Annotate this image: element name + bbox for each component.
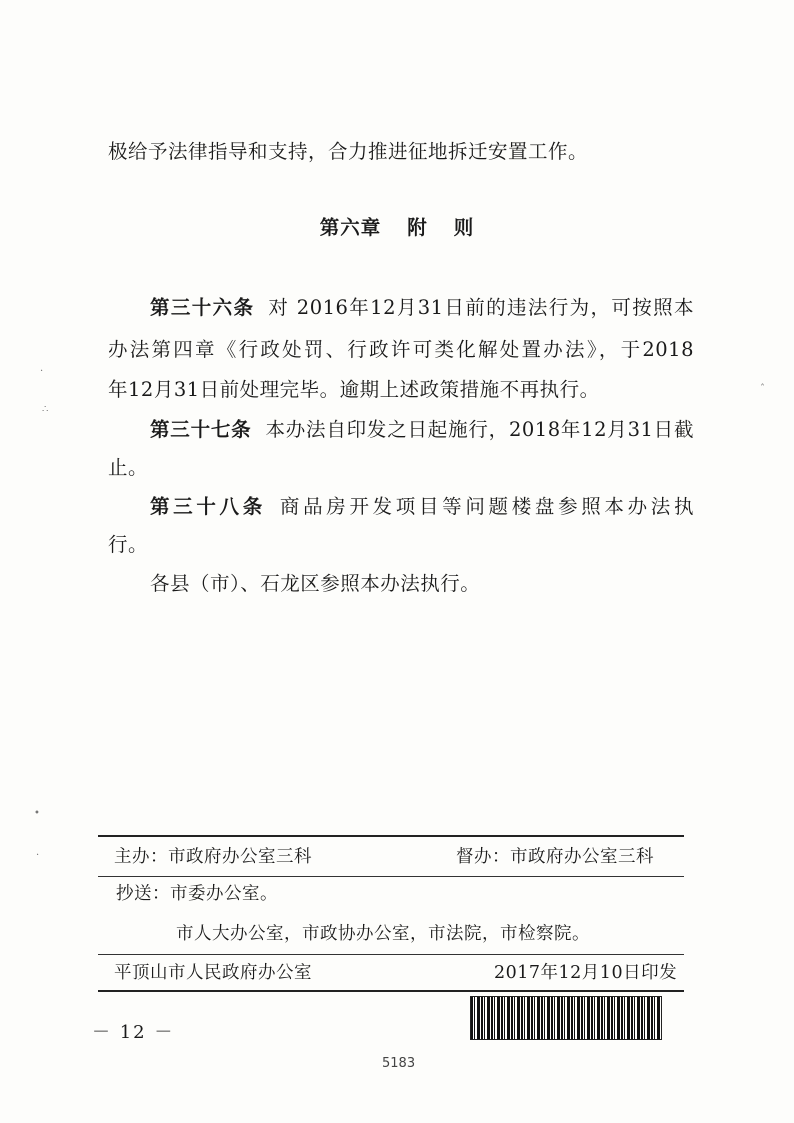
footer-rule-top xyxy=(98,835,684,837)
chapter-title-part1: 附 xyxy=(407,216,428,239)
article-36-label: 第三十六条 xyxy=(150,296,255,319)
article-36-text-2: 办法第四章《行政处罚、行政许可类化解处置办法》，于2018 xyxy=(108,338,694,361)
issue-date: 2017年12月10日印发 xyxy=(494,963,678,983)
article-38-label: 第三十八条 xyxy=(150,495,266,518)
counties-text: 各县（市）、石龙区参照本办法执行。 xyxy=(150,572,481,595)
cc-list: 市人大办公室，市政协办公室，市法院，市检察院。 xyxy=(176,924,590,944)
chapter-heading xyxy=(0,212,794,240)
scan-speck-icon: · xyxy=(40,366,44,377)
host-office: 主办：市政府办公室三科 xyxy=(114,847,312,867)
scan-speck-icon: ˆ xyxy=(760,384,765,395)
chapter-number: 第六章 xyxy=(319,216,382,239)
article-37-line-2 xyxy=(108,454,694,482)
issuing-office: 平顶山市人民政府办公室 xyxy=(114,963,312,983)
serial-number: 5183 xyxy=(382,1056,416,1071)
page-number: － 12 － xyxy=(92,1022,175,1043)
article-36-line-2 xyxy=(108,336,694,364)
supervisor-office: 督办：市政府办公室三科 xyxy=(456,847,654,867)
footer-rule-2 xyxy=(98,954,684,955)
article-36-text-3: 年12月31日前处理完毕。逾期上述政策措施不再执行。 xyxy=(108,378,600,401)
article-38-line-2 xyxy=(108,531,694,559)
barcode-icon xyxy=(470,996,662,1040)
scan-speck-icon: ∴ xyxy=(42,404,49,415)
scan-speck-icon: • xyxy=(34,808,40,819)
article-37-label: 第三十七条 xyxy=(150,418,252,441)
counties-paragraph xyxy=(150,570,694,598)
article-36-line-3 xyxy=(108,376,694,404)
article-36-line-1 xyxy=(150,294,694,322)
scan-speck-icon: · xyxy=(36,850,40,861)
chapter-title-part2: 则 xyxy=(453,216,475,239)
article-38-line-1 xyxy=(150,493,694,521)
footer-rule-1 xyxy=(98,876,684,877)
footer-rule-bottom xyxy=(98,990,684,992)
article-37-text-1: 本办法自印发之日起施行，2018年12月31日截 xyxy=(265,418,694,441)
article-37-line-1 xyxy=(150,416,694,444)
article-36-text-1: 对 2016年12月31日前的违法行为，可按照本 xyxy=(268,296,694,319)
paragraph-continuation xyxy=(108,138,694,166)
article-37-text-2: 止。 xyxy=(108,456,149,479)
article-38-text-2: 行。 xyxy=(108,533,149,556)
cc-label: 抄送：市委办公室。 xyxy=(116,884,278,904)
continuation-text: 极给予法律指导和支持，合力推进征地拆迁安置工作。 xyxy=(108,140,589,163)
article-38-text-1: 商品房开发项目等问题楼盘参照本办法执 xyxy=(279,495,694,518)
